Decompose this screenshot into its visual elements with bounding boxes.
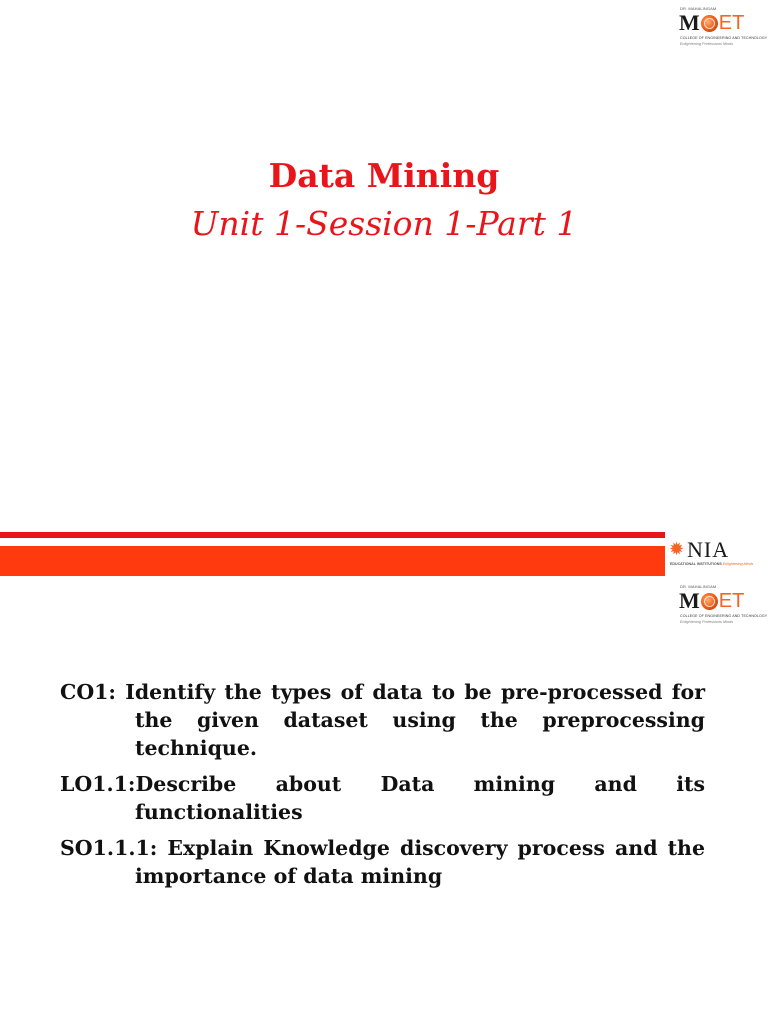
logo-mark — [679, 11, 744, 35]
slide-title: Data Mining — [268, 156, 500, 195]
session-outcome-so111 — [60, 834, 705, 890]
logo-college: COLLEGE OF ENGINEERING AND TECHNOLOGY — [680, 614, 768, 618]
logo-et: ET — [718, 12, 745, 34]
outcomes-slide — [0, 576, 768, 1024]
logo-college: COLLEGE OF ENGINEERING AND TECHNOLOGY — [680, 36, 768, 40]
logo-prefix: DR. MAHALINGAM — [680, 584, 717, 589]
nia-subtext — [670, 562, 753, 566]
sun-icon: ✹ — [669, 539, 685, 559]
nia-logo — [668, 538, 768, 574]
title-block — [0, 150, 768, 246]
co1-line-3: technique. — [135, 736, 258, 760]
nia-sub: EDUCATIONAL INSTITUTIONS — [670, 562, 722, 566]
globe-icon — [701, 15, 718, 32]
footer-bar-thick — [0, 546, 665, 576]
mcet-logo — [679, 6, 768, 62]
so111-line-1: SO1.1.1: Explain Knowledge discovery process and the — [60, 836, 705, 860]
logo-m: M — [679, 588, 700, 613]
co1-line-2: the given dataset using the preprocessing — [135, 708, 705, 732]
mcet-logo — [679, 584, 768, 640]
nia-sub-tag: Enlightening Minds — [722, 562, 754, 566]
so111-line-2: importance of data mining — [135, 864, 443, 888]
logo-et: ET — [718, 590, 745, 612]
co1-line-1: CO1: Identify the types of data to be pre-processed for — [60, 680, 705, 704]
logo-prefix: DR. MAHALINGAM — [680, 6, 717, 11]
lo11-line-2: functionalities — [135, 800, 303, 824]
logo-tagline: Enlightening Professions Minds — [680, 42, 734, 46]
lo11-line-1: LO1.1:Describe about Data mining and its — [60, 772, 705, 796]
logo-tagline: Enlightening Professions Minds — [680, 620, 734, 624]
nia-name: NIA — [687, 537, 730, 562]
learning-outcome-lo11 — [60, 770, 705, 826]
logo-m: M — [679, 10, 700, 35]
outcomes-list — [60, 678, 705, 898]
globe-icon — [701, 593, 718, 610]
logo-mark — [679, 589, 744, 613]
slide-subtitle: Unit 1-Session 1-Part 1 — [190, 204, 578, 243]
footer-bar-thin — [0, 532, 665, 538]
course-outcome-co1 — [60, 678, 705, 762]
